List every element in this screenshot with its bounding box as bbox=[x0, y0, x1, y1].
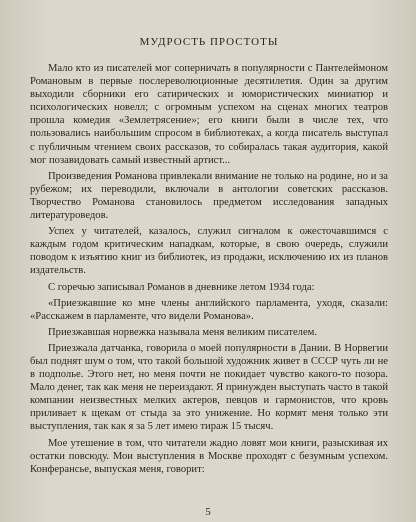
paragraph-8: Мое утешение в том, что читатели жадно ловят мои книги, разыскивая их остатки повсюду. Мои выступления в Москве проходят с безумным успехом. Конферансье, выпуская меня, говорит: bbox=[30, 437, 388, 475]
paragraph-5-quote: «Приезжавшие ко мне члены английского парламента, уходя, сказали: «Расскажем в парламенте, что видели Романова». bbox=[30, 297, 388, 322]
page-number: 5 bbox=[205, 506, 211, 518]
paragraph-7: Приезжала датчанка, говорила о моей популярности в Дании. В Норвегии был поднят шум о том, что такой большой художник живет в СССР чуть ли не в подполье. Этого нет, но меня почти не покидает чувство какого-то позора. Мало денег, так как меня не переиздают. Я принужден выступать часто в такой компании неизвестных мелких актеров, певцов и гармонистов, что кровь приливает к щекам от стыда за это унижение. Но кормят меня только эти выступления, так как я за 5 лет имею тираж 15 тысяч. bbox=[30, 342, 388, 433]
paragraph-1: Мало кто из писателей мог соперничать в популярности с Пантелеймоном Романовым в первые послереволюционные десятилетия. Один за другим выходили сборники его сатирических и юмористических миниатюр и психологических новелл; с огромным успехом на сценах многих театров прошла комедия «Землетрясение»; его книги были в числе тех, что пользовались наибольшим спросом в библиотеках, а когда писатель выступал с публичным чтением своих рассказов, то собиралась такая аудитория, какой мог позавидовать самый известный артист... bbox=[30, 63, 388, 166]
paragraph-4: С горечью записывал Романов в дневнике летом 1934 года: bbox=[48, 281, 315, 293]
paragraph-2: Произведения Романова привлекали внимание не только на родине, но и за рубежом; их переводили, включали в антологии советских рассказов. Творчество Романова становилось предметом исследования западных литературоведов. bbox=[30, 170, 388, 222]
chapter-title: МУДРОСТЬ ПРОСТОТЫ bbox=[139, 36, 279, 48]
paragraph-3: Успех у читателей, казалось, служил сигналом к ожесточавшимся с каждым годом критическим нападкам, которые, в свою очередь, служили поводом к изъятию книг из библиотек, из продажи, исключению их из планов издательств. bbox=[30, 226, 388, 277]
paragraph-6: Приезжавшая норвежка называла меня великим писателем. bbox=[48, 326, 318, 338]
